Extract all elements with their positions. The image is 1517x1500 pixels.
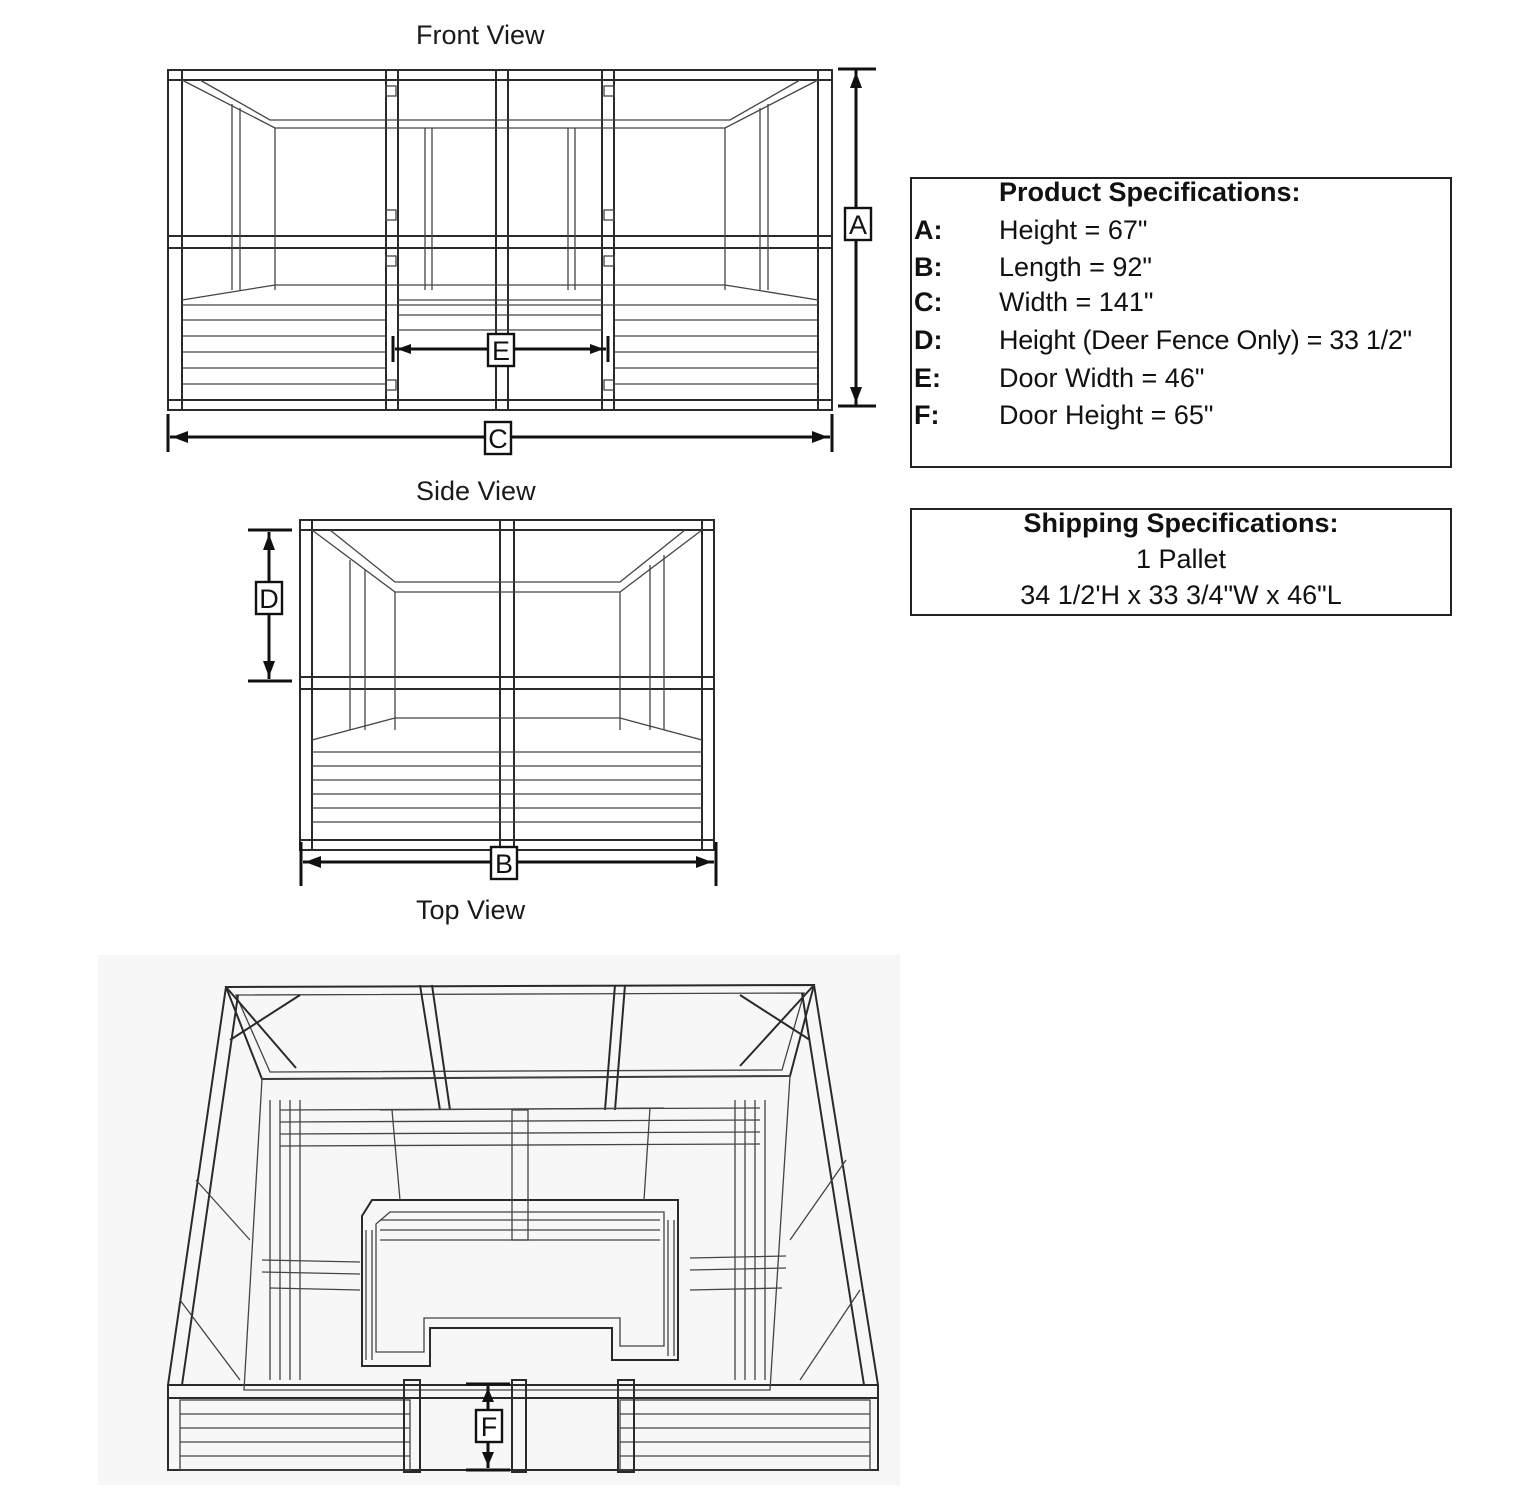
product-specifications-box [910,177,1452,468]
spec-key: D: [914,325,943,355]
top-view-title: Top View [416,895,526,925]
spec-value: Door Height = 65" [999,400,1214,430]
product-specifications-title: Product Specifications: [999,177,1301,207]
spec-value: Width = 141" [999,287,1154,317]
dimension-label-b: B [494,849,514,879]
dimension-label-c: C [488,424,508,454]
shipping-specifications-box [910,508,1452,616]
spec-value: Length = 92" [999,252,1152,282]
dimension-label-f: F [480,1412,498,1442]
front-view-drawing [168,69,876,454]
spec-row-a [914,215,1448,247]
dimension-label-a: A [848,210,868,240]
shipping-specifications-title: Shipping Specifications: [1023,508,1339,538]
shipping-dimensions: 34 1/2'H x 33 3/4"W x 46"L [1020,580,1342,610]
spec-row-f [914,400,1448,432]
dimension-label-e: E [491,336,511,366]
spec-key: F: [914,400,940,430]
spec-key: A: [914,215,943,245]
spec-key: C: [914,287,943,317]
spec-key: E: [914,363,941,393]
front-view-title: Front View [416,20,545,50]
spec-value: Door Width = 46" [999,363,1205,393]
spec-row-b [914,252,1448,284]
spec-row-c [914,287,1448,319]
spec-row-d [914,325,1448,357]
shipping-pallet-count: 1 Pallet [1135,544,1227,574]
spec-key: B: [914,252,943,282]
spec-row-e [914,363,1448,395]
dimension-label-d: D [259,584,279,614]
spec-value: Height = 67" [999,215,1148,245]
side-view-drawing [248,520,716,886]
side-view-title: Side View [416,476,536,506]
spec-value: Height (Deer Fence Only) = 33 1/2" [999,325,1412,355]
